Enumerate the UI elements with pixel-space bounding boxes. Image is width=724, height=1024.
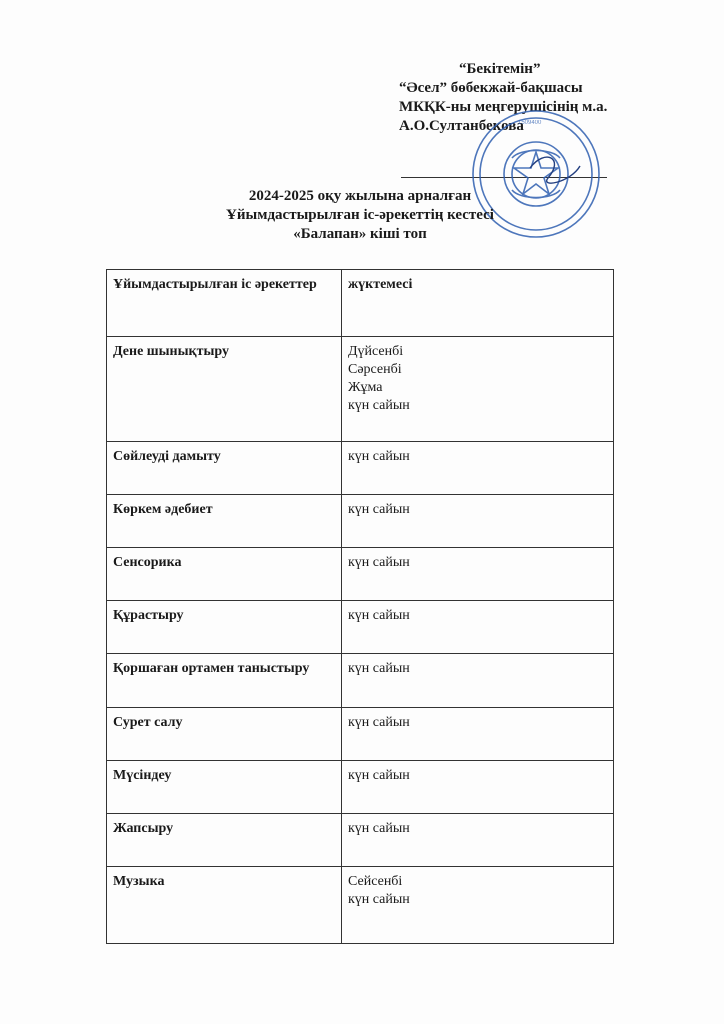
title-line-3: «Балапан» кіші топ [293,226,427,242]
load-cell [342,601,614,654]
load-line: Жұма [348,380,383,395]
load-line: күн сайын [348,502,410,517]
activity-cell: Жапсыру [107,814,342,867]
table-row [107,761,614,814]
activity-cell: Құрастыру [107,601,342,654]
stamp-number: 1509400 [518,120,542,126]
load-cell [342,708,614,761]
header-activities: Ұйымдастырылған іс әрекеттер [107,270,342,337]
approval-heading: “Бекітемін” [459,61,541,77]
table-row [107,601,614,654]
load-line: күн сайын [348,821,410,836]
load-line: күн сайын [348,661,410,676]
activity-cell: Дене шынықтыру [107,337,342,442]
load-cell [342,337,614,442]
title-line-2: Ұйымдастырылған іс-әрекеттің кестесі [226,207,494,223]
load-line: күн сайын [348,715,410,730]
table-row [107,654,614,708]
load-line: күн сайын [348,398,410,413]
load-line: Сейсенбі [348,874,403,889]
table-row [107,867,614,944]
table-row [107,495,614,548]
activity-cell: Музыка [107,867,342,944]
load-line: күн сайын [348,449,410,464]
table-row [107,337,614,442]
approval-name: А.О.Султанбекова [399,118,524,134]
activity-cell: Көркем әдебиет [107,495,342,548]
load-cell [342,761,614,814]
activity-cell: Сенсорика [107,548,342,601]
activity-cell: Сурет салу [107,708,342,761]
load-line: күн сайын [348,768,410,783]
load-cell [342,548,614,601]
table-row [107,814,614,867]
table-row [107,708,614,761]
approval-position: МКҚК-ны меңгерушісінің м.а. [399,99,608,115]
load-line: күн сайын [348,892,410,907]
activity-cell: Мүсіндеу [107,761,342,814]
title-line-1: 2024-2025 оқу жылына арналған [248,188,472,204]
load-cell [342,867,614,944]
schedule-table [106,269,614,944]
approval-organization: “Әсел” бөбекжай-бақшасы [399,80,583,96]
load-line: Дүйсенбі [348,344,404,359]
table-row [107,442,614,495]
activity-cell: Қоршаған ортамен таныстыру [107,654,342,708]
load-line: күн сайын [348,608,410,623]
load-line: күн сайын [348,555,410,570]
load-line: Сәрсенбі [348,362,402,377]
table-row [107,548,614,601]
load-cell [342,814,614,867]
load-cell [342,654,614,708]
table-header-row [107,270,614,337]
load-cell [342,495,614,548]
document-title [160,187,560,244]
load-cell [342,442,614,495]
header-load: жүктемесі [342,270,614,337]
activity-cell: Сөйлеуді дамыту [107,442,342,495]
